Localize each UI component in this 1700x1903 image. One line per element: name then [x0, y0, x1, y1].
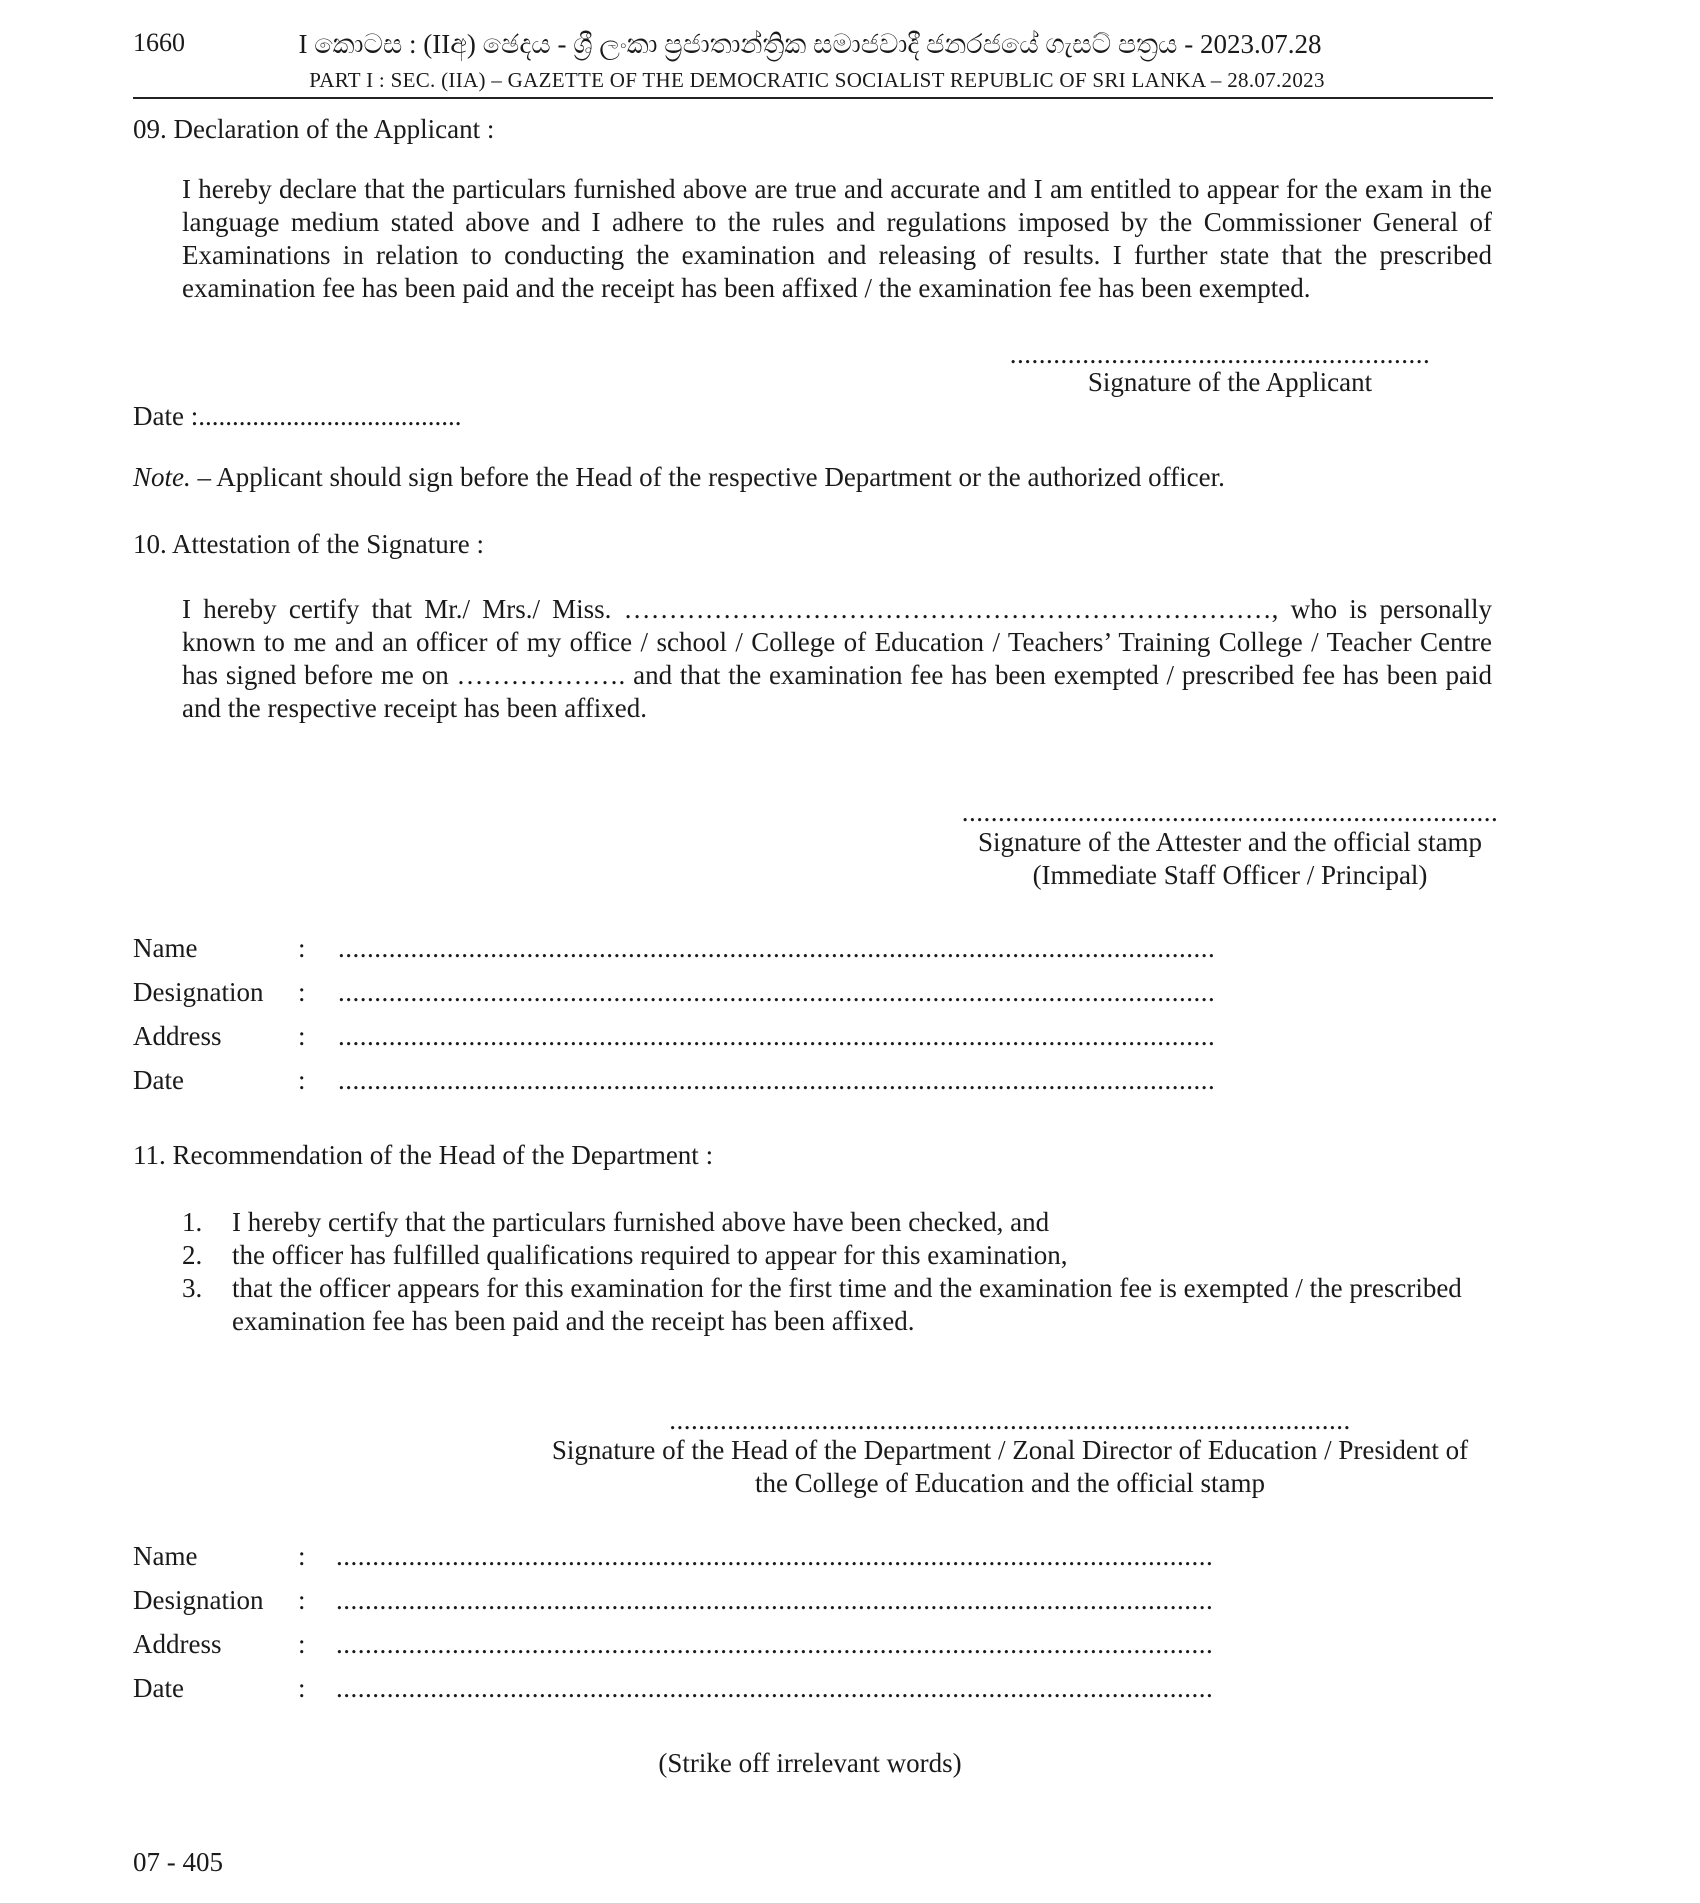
- list-item-text: the officer has fulfilled qualifications required to appear for this examination,: [232, 1240, 1068, 1270]
- applicant-signature-label: Signature of the Applicant: [1087, 367, 1373, 397]
- note-prefix: Note.: [133, 462, 191, 492]
- section-09-declaration-text: I hereby declare that the particulars furnished above are true and accurate and I am entitled to appear for the exam in the language medium stated above and I adhere to the rules and regulations imposed by the Commissioner General of Examinations in relation to conducting the examination and releasing of results. I further state that the prescribed examination fee has been paid and the receipt has been affixed / the examination fee has been exempted.: [182, 174, 1492, 303]
- attester-date-row: [133, 1064, 1233, 1108]
- header-sinhala-title: I කොටස : (IIඅ) ඡෙදය - ශ්‍රී ලංකා ප්‍රජාතාන්ත්‍රික සමාජවාදී ජනරජයේ ගැසට් පත්‍රය - 2023.07.28: [298, 29, 1322, 59]
- section-10-attestation-text: I hereby certify that Mr./ Mrs./ Miss. ………………………………………………………………, who is personally known to me and an officer of my office / school / College of Education / Teachers’ Training College / Teacher Centre has signed before me on ………………. and that the examination fee has been exempted / prescribed fee has been paid and the respective receipt has been affixed.: [182, 594, 1492, 723]
- head-details-fields: [133, 1540, 1233, 1716]
- field-dots: .........................................................................................................................: [338, 1065, 1216, 1095]
- field-dots: .........................................................................................................................: [338, 1021, 1216, 1051]
- applicant-signature-line: ..........................................................: [1009, 339, 1431, 369]
- head-name-row: [133, 1540, 1233, 1584]
- list-item-text: I hereby certify that the particulars furnished above have been checked, and: [232, 1207, 1050, 1237]
- section-10-heading: 10. Attestation of the Signature :: [133, 529, 484, 559]
- attester-details-fields: [133, 932, 1233, 1108]
- field-colon: :: [298, 933, 306, 963]
- field-label: Designation: [133, 1585, 264, 1615]
- note: [133, 461, 1493, 494]
- section-09-heading: 09. Declaration of the Applicant :: [133, 114, 495, 144]
- field-label: Name: [133, 933, 198, 963]
- page-number: 1660: [133, 28, 185, 57]
- list-item: [182, 1206, 1492, 1239]
- head-signature-label: Signature of the Head of the Department / Zonal Director of Education / President of: [551, 1435, 1469, 1465]
- field-colon: :: [298, 1541, 306, 1571]
- field-colon: :: [298, 1673, 306, 1703]
- attester-address-row: [133, 1020, 1233, 1064]
- attester-signature-sublabel: (Immediate Staff Officer / Principal): [1032, 860, 1428, 890]
- document-code: 07 - 405: [133, 1847, 223, 1877]
- field-dots: .........................................................................................................................: [336, 1541, 1214, 1571]
- attester-signature-label: Signature of the Attester and the official stamp: [977, 827, 1483, 857]
- field-label: Address: [133, 1021, 222, 1051]
- field-dots: .........................................................................................................................: [336, 1629, 1214, 1659]
- field-colon: :: [298, 1585, 306, 1615]
- field-dots: .........................................................................................................................: [336, 1585, 1214, 1615]
- field-label: Date: [133, 1065, 184, 1095]
- attester-signature-line: ..........................................................................: [961, 797, 1499, 827]
- list-item-text: that the officer appears for this examination for the first time and the examination fee is exempted / the prescribed examination fee has been paid and the receipt has been affixed.: [232, 1273, 1462, 1336]
- strike-off-note: (Strike off irrelevant words): [658, 1748, 962, 1778]
- list-item: [182, 1239, 1492, 1272]
- field-dots: .........................................................................................................................: [338, 977, 1216, 1007]
- header-divider: [133, 97, 1493, 99]
- recommendation-list: [182, 1206, 1492, 1338]
- head-signature-label-continued: the College of Education and the official stamp: [754, 1468, 1266, 1498]
- field-dots: .........................................................................................................................: [336, 1673, 1214, 1703]
- head-address-row: [133, 1628, 1233, 1672]
- head-designation-row: [133, 1584, 1233, 1628]
- field-dots: .........................................................................................................................: [338, 933, 1216, 963]
- header-english-title: PART I : SEC. (IIA) – GAZETTE OF THE DEMOCRATIC SOCIALIST REPUBLIC OF SRI LANKA – 28.07.2023: [309, 68, 1325, 92]
- field-label: Date: [133, 1673, 184, 1703]
- list-item-number: 2.: [182, 1240, 203, 1270]
- field-label: Designation: [133, 977, 264, 1007]
- list-item-number: 1.: [182, 1207, 203, 1237]
- head-date-row: [133, 1672, 1233, 1716]
- section-11-heading: 11. Recommendation of the Head of the Department :: [133, 1140, 714, 1170]
- list-item: [182, 1272, 1492, 1338]
- note-text: – Applicant should sign before the Head of the respective Department or the authorized officer.: [190, 462, 1225, 492]
- field-colon: :: [298, 1629, 306, 1659]
- attester-designation-row: [133, 976, 1233, 1020]
- applicant-date-field: Date :.......................................: [133, 401, 462, 431]
- list-item-number: 3.: [182, 1273, 203, 1303]
- attester-name-row: [133, 932, 1233, 976]
- field-colon: :: [298, 1065, 306, 1095]
- field-label: Name: [133, 1541, 198, 1571]
- head-signature-line: ..............................................................................................: [669, 1405, 1351, 1435]
- field-label: Address: [133, 1629, 222, 1659]
- field-colon: :: [298, 977, 306, 1007]
- field-colon: :: [298, 1021, 306, 1051]
